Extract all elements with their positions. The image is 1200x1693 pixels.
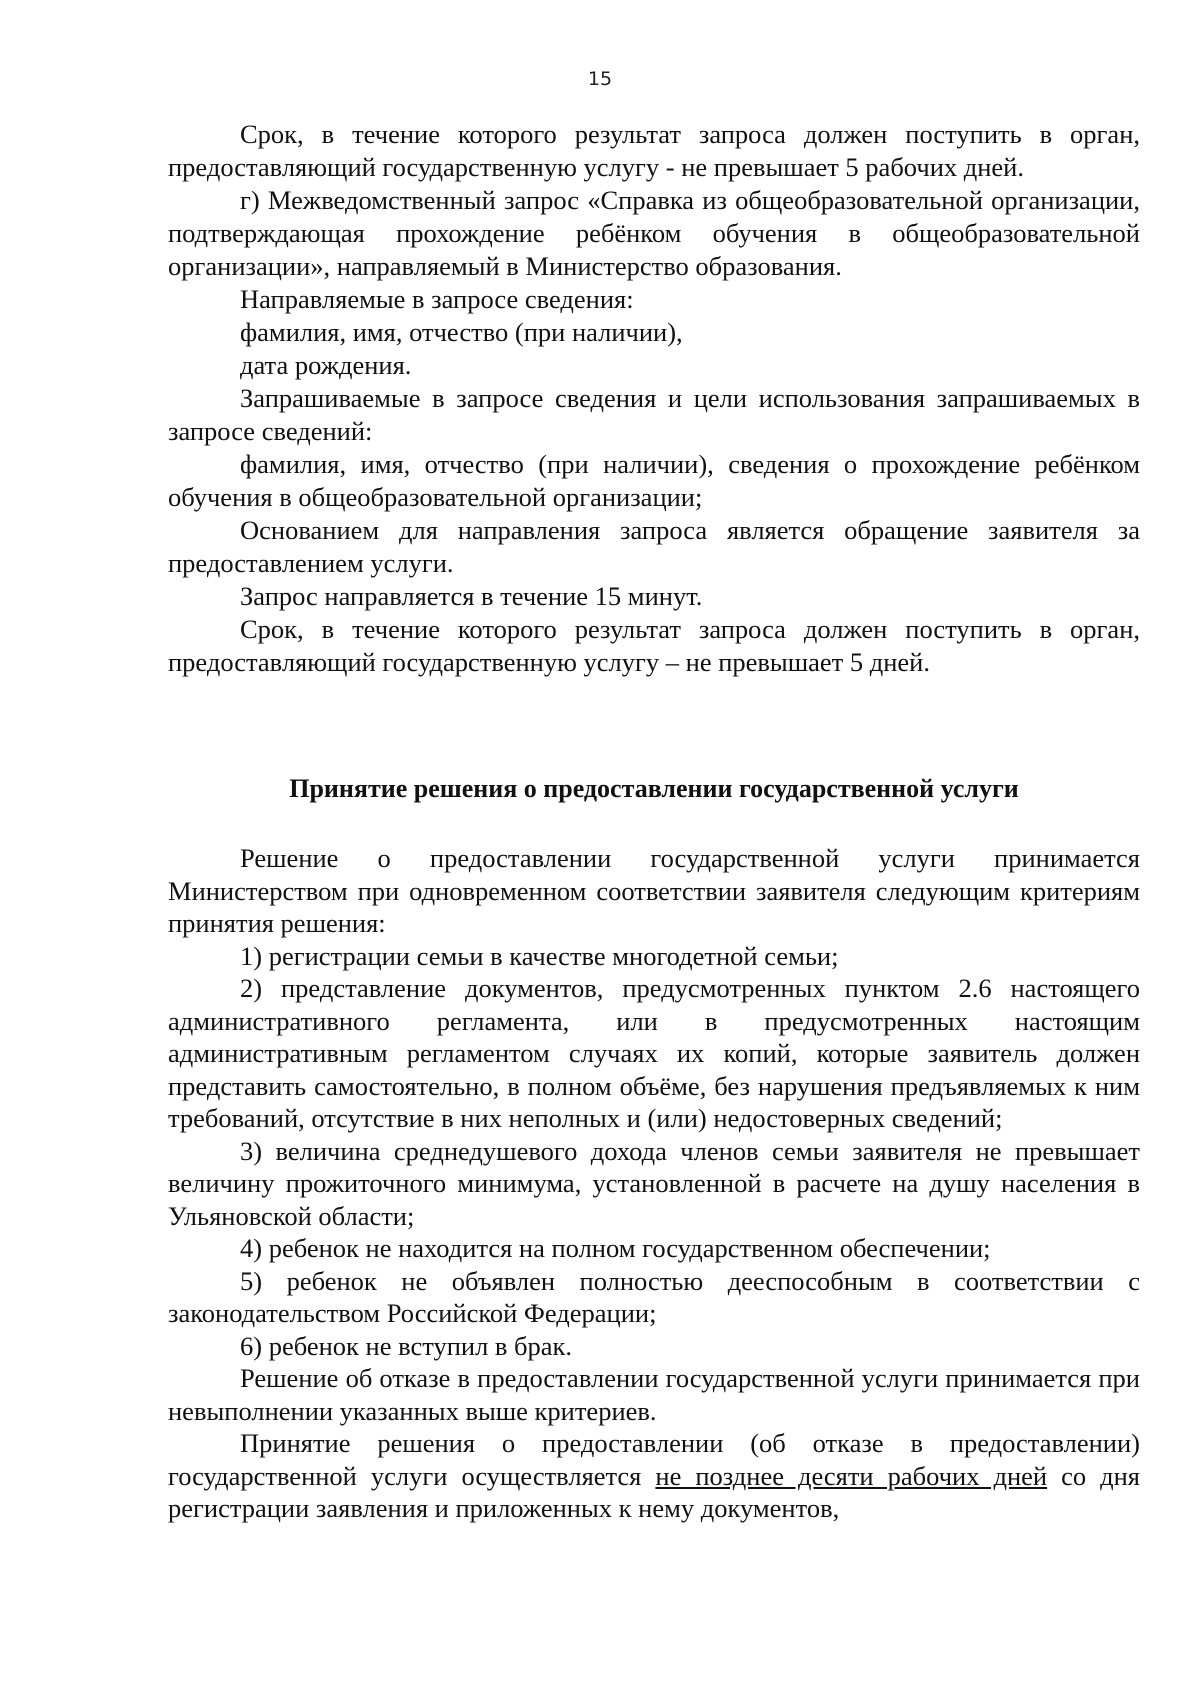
deadline-text-after: со дня регистрации заявления и приложенных к нему документов, [168,1460,1140,1523]
criterion-item: 4) ребенок не находится на полном государственном обеспечении; [240,1233,991,1263]
paragraph: г) Межведомственный запрос «Справка из общеобразовательной организации, подтверждающая прохождение ребёнком обучения в общеобразовательной организации», направляемый в Министерство образования. [168,185,1140,281]
paragraph: фамилия, имя, отчество (при наличии), [240,317,683,347]
deadline-text-before: Принятие решения о предоставлении (об отказе в предоставлении) государственной услуги осуществляется [168,1428,1140,1491]
decision-section [168,842,1140,1525]
section-heading: Принятие решения о предоставлении государственной услуги [289,774,1019,803]
criterion-item: 3) величина среднедушевого дохода членов семьи заявителя не превышает величину прожиточного минимума, установленной в расчете на душу населения в Ульяновской области; [168,1135,1140,1231]
paragraph: Срок, в течение которого результат запроса должен поступить в орган, предоставляющий государственную услугу – не превышает 5 дней. [168,614,1140,677]
paragraph: Направляемые в запросе сведения: [240,284,634,314]
paragraph: фамилия, имя, отчество (при наличии), сведения о прохождение ребёнком обучения в общеобразовательной организации; [168,449,1140,512]
paragraph: Запрашиваемые в запросе сведения и цели использования запрашиваемых в запросе сведений: [168,383,1140,446]
paragraph: Решение об отказе в предоставлении государственной услуги принимается при невыполнении указанных выше критериев. [168,1363,1140,1426]
deadline-underlined-text: не позднее десяти рабочих дней [655,1460,1048,1491]
paragraph: Решение о предоставлении государственной услуги принимается Министерством при одновременном соответствии заявителя следующим критериям принятия решения: [168,843,1140,938]
decision-deadline-paragraph [168,1427,1140,1525]
criterion-item: 6) ребенок не вступил в брак. [240,1330,573,1361]
request-details-section [168,118,1140,679]
paragraph: Запрос направляется в течение 15 минут. [240,581,703,611]
criterion-item: 5) ребенок не объявлен полностью дееспособным в соответствии с законодательством Российской Федерации; [168,1265,1140,1328]
paragraph: Срок, в течение которого результат запроса должен поступить в орган, предоставляющий государственную услугу - не превышает 5 рабочих дней. [168,119,1140,182]
paragraph: дата рождения. [240,350,412,380]
paragraph: Основанием для направления запроса является обращение заявителя за предоставлением услуги. [168,515,1140,578]
criterion-item: 2) представление документов, предусмотренных пунктом 2.6 настоящего административного регламента, или в предусмотренных настоящим административным регламентом случаях их копий, которые заявитель должен представить самостоятельно, в полном объёме, без нарушения предъявляемых к ним требований, отсутствие в них неполных и (или) недостоверных сведений; [168,973,1140,1133]
criterion-item: 1) регистрации семьи в качестве многодетной семьи; [240,940,839,971]
page-number: 15 [587,68,613,90]
